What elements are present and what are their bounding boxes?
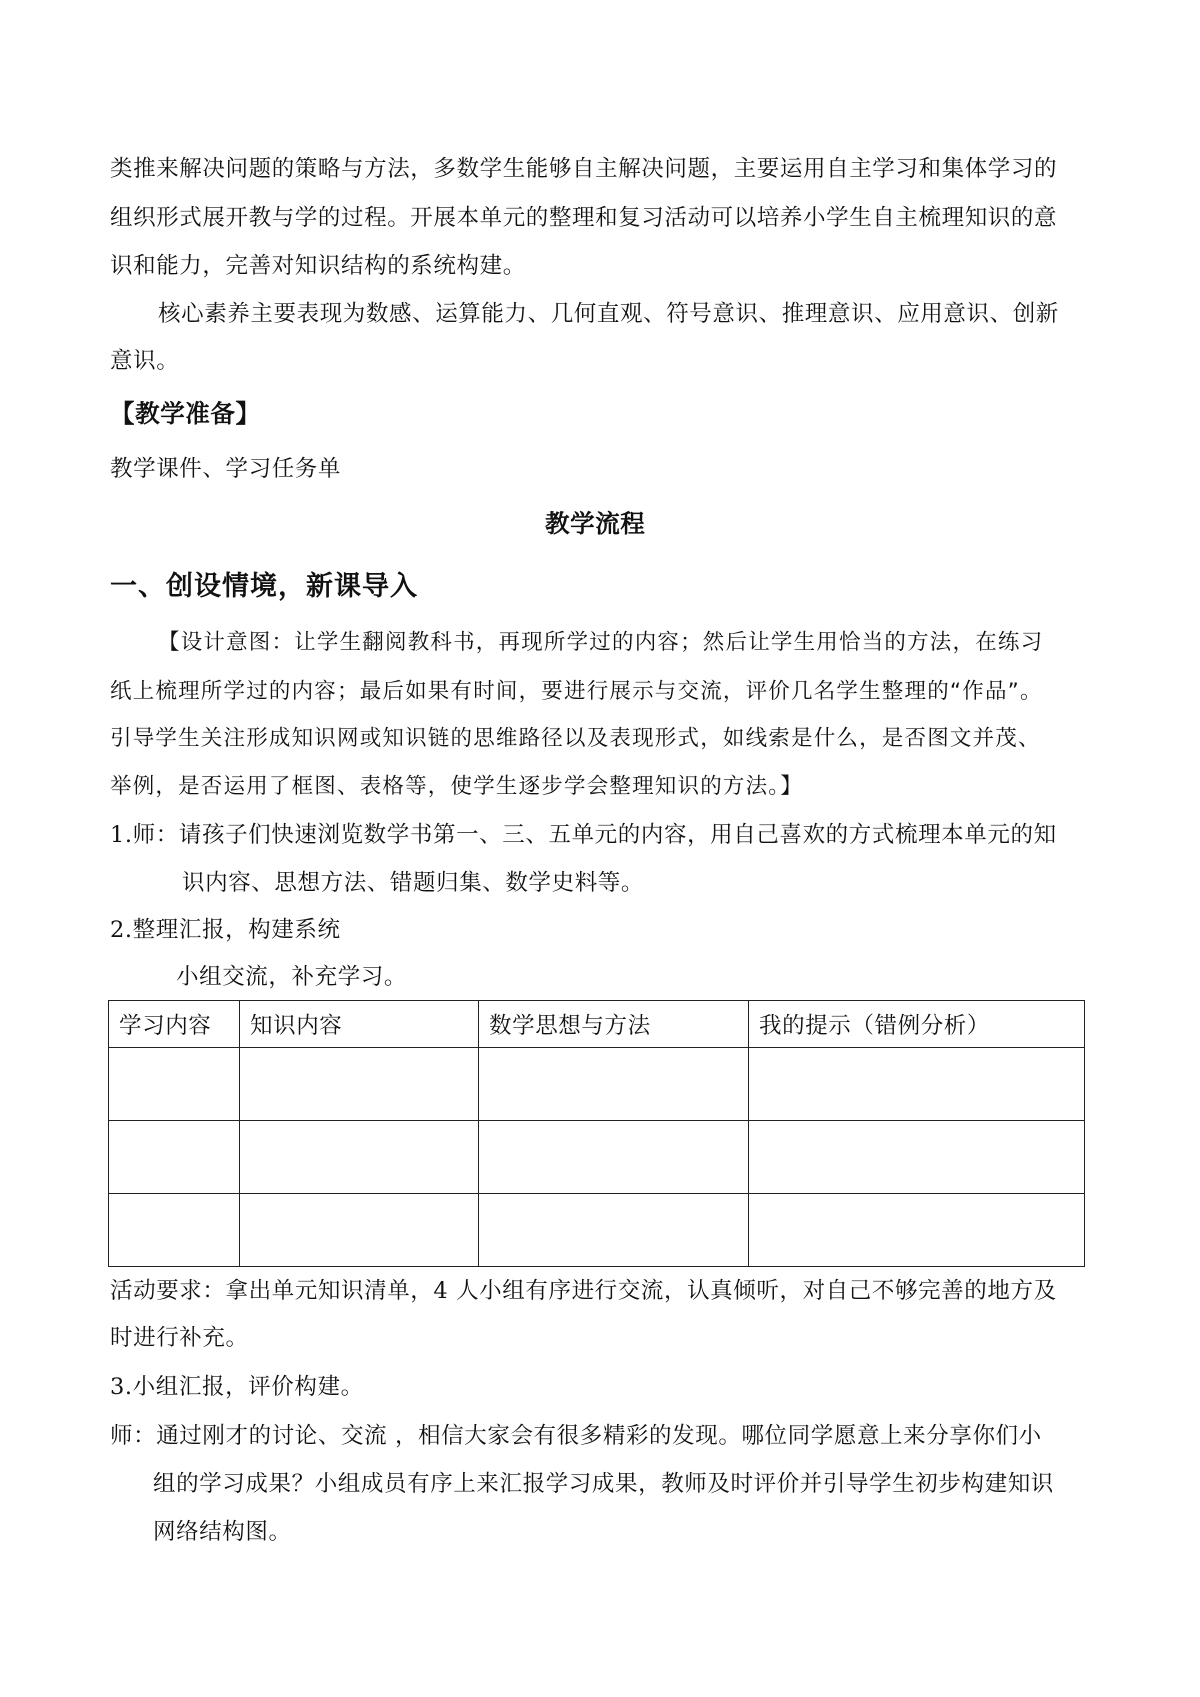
prep-heading: 【教学准备】 [110, 399, 261, 428]
table-cell [479, 1048, 749, 1121]
activity-req-line-2: 时进行补充。 [110, 1325, 249, 1351]
step1-line-2: 识内容、思想方法、错题归集、数学史料等。 [182, 870, 645, 896]
design-intent-line-3: 引导学生关注形成知识网或知识链的思维路径以及表现形式，如线索是什么，是否图文并茂、 [110, 726, 1041, 751]
intro-line-2: 组织形式展开教与学的过程。开展本单元的整理和复习活动可以培养小学生自主梳理知识的意 [110, 205, 1058, 231]
activity-req-line-1: 活动要求：拿出单元知识清单，4 人小组有序进行交流，认真倾听，对自己不够完善的地方及 [110, 1278, 1057, 1304]
table-cell [749, 1121, 1085, 1194]
table-cell [240, 1048, 479, 1121]
design-intent-line-4: 举例，是否运用了框图、表格等，使学生逐步学会整理知识的方法。】 [110, 774, 803, 799]
section1-heading: 一、创设情境，新课导入 [110, 571, 418, 602]
table-cell [749, 1048, 1085, 1121]
table-header-cell: 数学思想与方法 [479, 1001, 749, 1048]
study-table [108, 1000, 1085, 1267]
teacher-line-1: 师：通过刚才的讨论、交流 ，相信大家会有很多精彩的发现。哪位同学愿意上来分享你们小 [110, 1423, 1042, 1449]
teacher-line-2: 组的学习成果？小组成员有序上来汇报学习成果，教师及时评价并引导学生初步构建知识 [153, 1471, 1054, 1497]
table-header-cell: 学习内容 [109, 1001, 240, 1048]
design-intent-line-1: 【设计意图：让学生翻阅教科书，再现所学过的内容；然后让学生用恰当的方法，在练习 [158, 630, 1044, 655]
step2-sub: 小组交流，补充学习。 [176, 964, 408, 990]
table-cell [479, 1194, 749, 1267]
table-cell [240, 1194, 479, 1267]
table-header-cell: 我的提示（错例分析） [749, 1001, 1085, 1048]
intro-line-3: 识和能力，完善对知识结构的系统构建。 [110, 253, 526, 279]
core-literacy-line-2: 意识。 [110, 348, 180, 374]
table-cell [479, 1121, 749, 1194]
table-cell [109, 1121, 240, 1194]
table-row [109, 1121, 1085, 1194]
core-literacy-line-1: 核心素养主要表现为数感、运算能力、几何直观、符号意识、推理意识、应用意识、创新 [158, 301, 1059, 327]
table-cell [749, 1194, 1085, 1267]
table-header-row [109, 1001, 1085, 1048]
step3-heading: 3.小组汇报，评价构建。 [110, 1374, 364, 1400]
step2-heading: 2.整理汇报，构建系统 [110, 917, 341, 943]
flow-title: 教学流程 [545, 509, 646, 538]
table-cell [240, 1121, 479, 1194]
design-intent-line-2: 纸上梳理所学过的内容；最后如果有时间，要进行展示与交流，评价几名学生整理的“作品”。 [110, 679, 1043, 704]
prep-text: 教学课件、学习任务单 [110, 456, 342, 482]
table-header-cell: 知识内容 [240, 1001, 479, 1048]
table-row [109, 1194, 1085, 1267]
intro-line-1: 类推来解决问题的策略与方法，多数学生能够自主解决问题，主要运用自主学习和集体学习的 [110, 156, 1058, 182]
teacher-line-3: 网络结构图。 [153, 1519, 292, 1545]
step1-line-1: 1.师：请孩子们快速浏览数学书第一、三、五单元的内容，用自己喜欢的方式梳理本单元的知 [110, 822, 1057, 848]
table-cell [109, 1048, 240, 1121]
table-row [109, 1048, 1085, 1121]
table-cell [109, 1194, 240, 1267]
